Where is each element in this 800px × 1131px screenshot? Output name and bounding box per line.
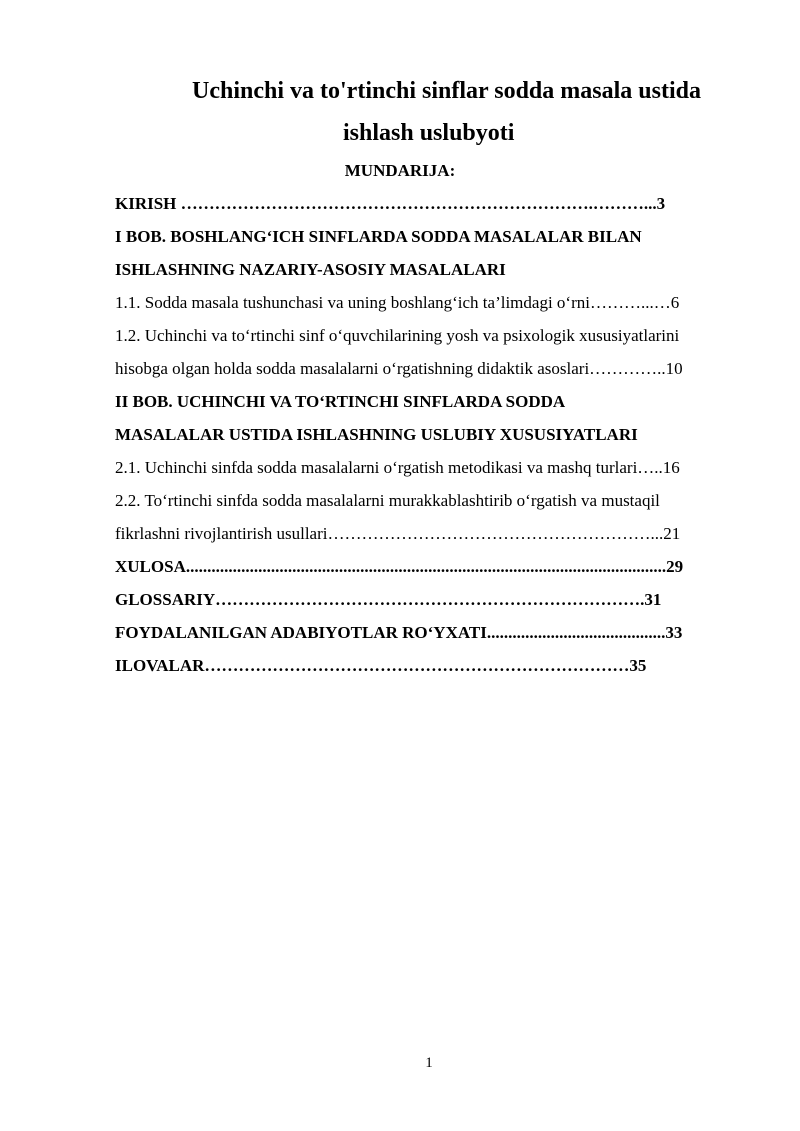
toc-chapter-1-line-1: I BOB. BOSHLANG‘ICH SINFLARDA SODDA MASALALAR BILAN: [115, 227, 642, 246]
toc-entry-1-2-line-2: hisobga olgan holda sodda masalalarni o‘rgatishning didaktik asoslari…………..10: [115, 359, 683, 378]
toc-entry-2-2-line-2: fikrlashni rivojlantirish usullari…………………………………………………...21: [115, 524, 681, 543]
document-title-line-1: Uchinchi va to'rtinchi sinflar sodda masala ustida: [192, 78, 701, 104]
toc-heading: MUNDARIJA:: [344, 161, 456, 180]
toc-entry-glossariy: GLOSSARIY………………………………………………………………….31: [115, 590, 662, 609]
toc-entry-ilovalar: ILOVALAR…………………………………………………………………35: [115, 656, 647, 675]
toc-entry-2-1: 2.1. Uchinchi sinfda sodda masalalarni o‘rgatish metodikasi va mashq turlari…..16: [115, 458, 680, 477]
toc-entry-kirish: KIRISH ……………………………………………………………….………...3: [115, 194, 666, 213]
toc-entry-xulosa: XULOSA.................................................................................................................29: [115, 557, 684, 576]
page-number: 1: [425, 1055, 433, 1071]
toc-entry-adabiyotlar: FOYDALANILGAN ADABIYOTLAR RO‘YXATI..........................................33: [115, 623, 683, 642]
toc-chapter-2-line-2: MASALALAR USTIDA ISHLASHNING USLUBIY XUSUSIYATLARI: [115, 425, 638, 444]
toc-entry-1-2-line-1: 1.2. Uchinchi va to‘rtinchi sinf o‘quvchilarining yosh va psixologik xususiyatlarini: [115, 326, 680, 345]
toc-chapter-1-line-2: ISHLASHNING NAZARIY-ASOSIY MASALALARI: [115, 260, 506, 279]
document-title-line-2: ishlash uslubyoti: [343, 120, 515, 146]
toc-entry-2-2-line-1: 2.2. To‘rtinchi sinfda sodda masalalarni murakkablashtirib o‘rgatish va mustaqil: [115, 491, 660, 510]
toc-entry-1-1: 1.1. Sodda masala tushunchasi va uning boshlang‘ich ta’limdagi o‘rni………...…6: [115, 293, 680, 312]
toc-chapter-2-line-1: II BOB. UCHINCHI VA TO‘RTINCHI SINFLARDA SODDA: [115, 392, 566, 411]
